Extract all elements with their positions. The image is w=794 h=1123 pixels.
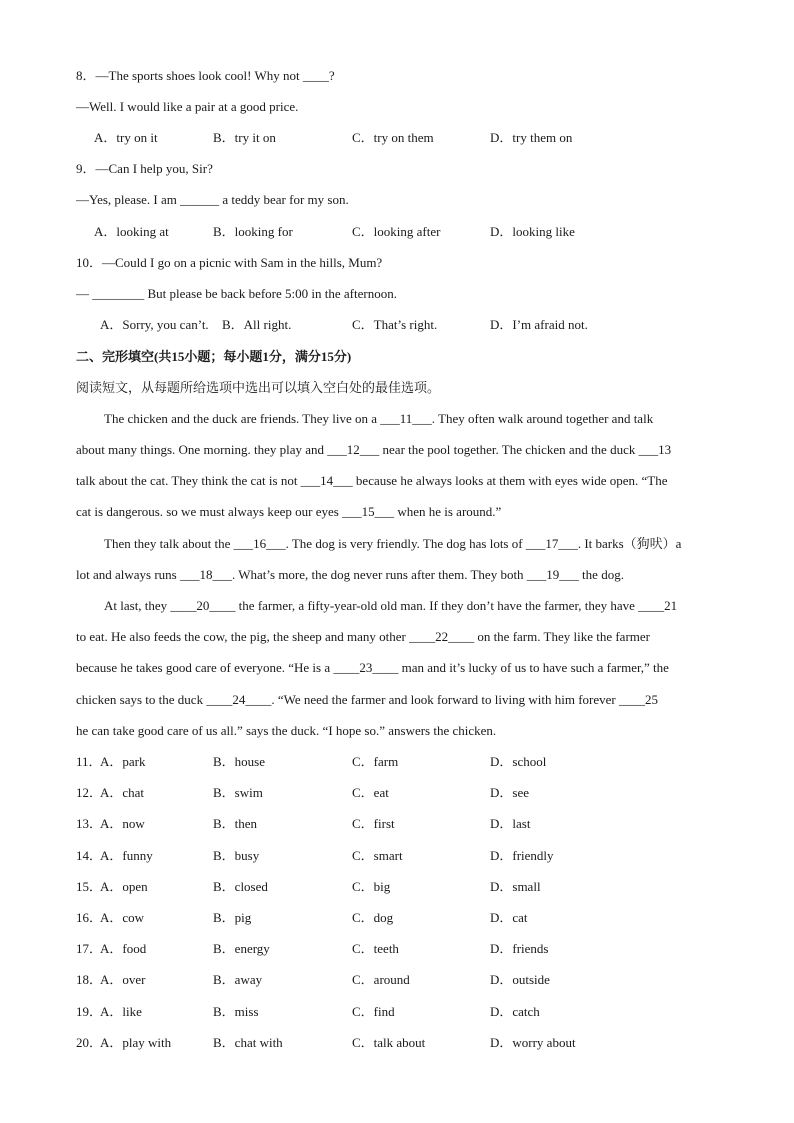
option-c: C．first (352, 816, 395, 832)
option-b: B．chat with (213, 1034, 283, 1050)
option-c: C．dog (352, 910, 394, 925)
passage-line: The chicken and the duck are friends. They live on a ___11___. They often walk around together and talk (104, 411, 654, 426)
option-a: A．open (100, 878, 148, 894)
option-c: C．smart (352, 847, 403, 863)
passage-line: At last, they ____20____ the farmer, a fifty-year-old old man. If they don’t have the farmer, they have ____21 (104, 598, 678, 613)
option-a: A．play with (100, 1034, 172, 1050)
option-a: A．food (100, 941, 147, 957)
q10-option-b: B．All right. (222, 317, 292, 332)
option-a: A．now (100, 816, 145, 832)
option-d: D．see (490, 785, 529, 801)
passage-line: cat is dangerous. so we must always keep our eyes ___15___ when he is around.” (76, 504, 502, 519)
option-row-number: 13． (76, 816, 103, 832)
option-a: A．chat (100, 785, 145, 801)
option-row-number: 19． (76, 1003, 103, 1019)
passage-line: he can take good care of us all.” says the duck. “I hope so.” answers the chicken. (76, 723, 497, 738)
passage-line: because he takes good care of everyone. “He is a ____23____ man and it’s lucky of us to have such a farmer,” the (76, 660, 669, 675)
option-d: D．outside (490, 972, 550, 988)
option-c: C．around (352, 972, 410, 988)
option-d: D．last (490, 816, 531, 832)
option-row-number: 15． (76, 878, 103, 894)
q9-option-c: C．looking after (352, 224, 441, 239)
option-d: D．friends (490, 941, 549, 957)
option-a: A．cow (100, 910, 145, 925)
q9-option-b: B．looking for (213, 224, 293, 239)
passage-line: about many things. One morning. they play and ___12___ near the pool together. The chicken and the duck ___13 (76, 442, 672, 457)
q8-stem: 8．—The sports shoes look cool! Why not ____? (76, 68, 335, 83)
option-c: C．farm (352, 754, 399, 769)
q8-option-b: B．try it on (213, 130, 276, 145)
option-a: A．like (100, 1003, 142, 1019)
q8-option-c: C．try on them (352, 130, 434, 145)
q10-stem: 10．—Could I go on a picnic with Sam in the hills, Mum? (76, 255, 383, 270)
option-row-number: 11． (76, 754, 102, 769)
option-b: B．swim (213, 785, 263, 801)
option-a: A．over (100, 972, 146, 988)
passage-line: chicken says to the duck ____24____. “We need the farmer and look forward to living with him forever ____25 (76, 692, 658, 707)
option-b: B．busy (213, 847, 260, 863)
option-c: C．eat (352, 785, 389, 801)
q10-option-a: A．Sorry, you can’t. (100, 317, 209, 332)
option-b: B．away (213, 972, 263, 988)
passage-line: lot and always runs ___18___. What’s more, the dog never runs after them. They both ___19___ the dog. (76, 567, 624, 582)
q8-answer: —Well. I would like a pair at a good price. (76, 99, 299, 114)
option-row-number: 20． (76, 1034, 103, 1050)
option-a: A．park (100, 754, 146, 769)
section-instruction: 阅读短文，从每题所给选项中选出可以填入空白处的最佳选项。 (76, 380, 441, 395)
option-d: D．catch (490, 1003, 540, 1019)
option-b: B．miss (213, 1003, 259, 1019)
option-d: D．cat (490, 910, 528, 925)
passage-line: to eat. He also feeds the cow, the pig, the sheep and many other ____22____ on the farm. They like the farmer (76, 629, 650, 644)
option-b: B．energy (213, 941, 270, 957)
option-b: B．house (213, 754, 266, 769)
q10-answer: — ________ But please be back before 5:00 in the afternoon. (76, 286, 397, 301)
q8-option-a: A．try on it (94, 130, 158, 145)
option-d: D．school (490, 754, 547, 769)
q8-option-d: D．try them on (490, 130, 573, 145)
option-row-number: 16． (76, 910, 103, 925)
option-row-number: 12． (76, 785, 103, 801)
q10-option-c: C．That’s right. (352, 317, 438, 332)
option-d: D．small (490, 878, 541, 894)
q10-option-d: D．I’m afraid not. (490, 317, 588, 332)
option-b: B．pig (213, 910, 252, 925)
q9-option-d: D．looking like (490, 224, 575, 239)
q9-option-a: A．looking at (94, 224, 169, 239)
option-b: B．then (213, 816, 258, 832)
option-row-number: 17． (76, 941, 103, 957)
option-b: B．closed (213, 878, 268, 894)
option-c: C．teeth (352, 941, 399, 957)
passage-line: Then they talk about the ___16___. The dog is very friendly. The dog has lots of ___17___. It barks（狗吠）a (104, 536, 682, 551)
option-d: D．worry about (490, 1034, 576, 1050)
option-d: D．friendly (490, 847, 554, 863)
q9-stem: 9．—Can I help you, Sir? (76, 161, 213, 176)
option-c: C．find (352, 1003, 395, 1019)
option-a: A．funny (100, 847, 153, 863)
passage-line: talk about the cat. They think the cat is not ___14___ because he always looks at them with eyes wide open. “The (76, 473, 668, 488)
section-title: 二、完形填空(共15小题；每小题1分，满分15分) (76, 349, 352, 364)
option-c: C．big (352, 878, 391, 894)
option-c: C．talk about (352, 1034, 426, 1050)
option-row-number: 14． (76, 847, 103, 863)
q9-answer: —Yes, please. I am ______ a teddy bear for my son. (76, 192, 349, 207)
option-row-number: 18． (76, 972, 103, 988)
